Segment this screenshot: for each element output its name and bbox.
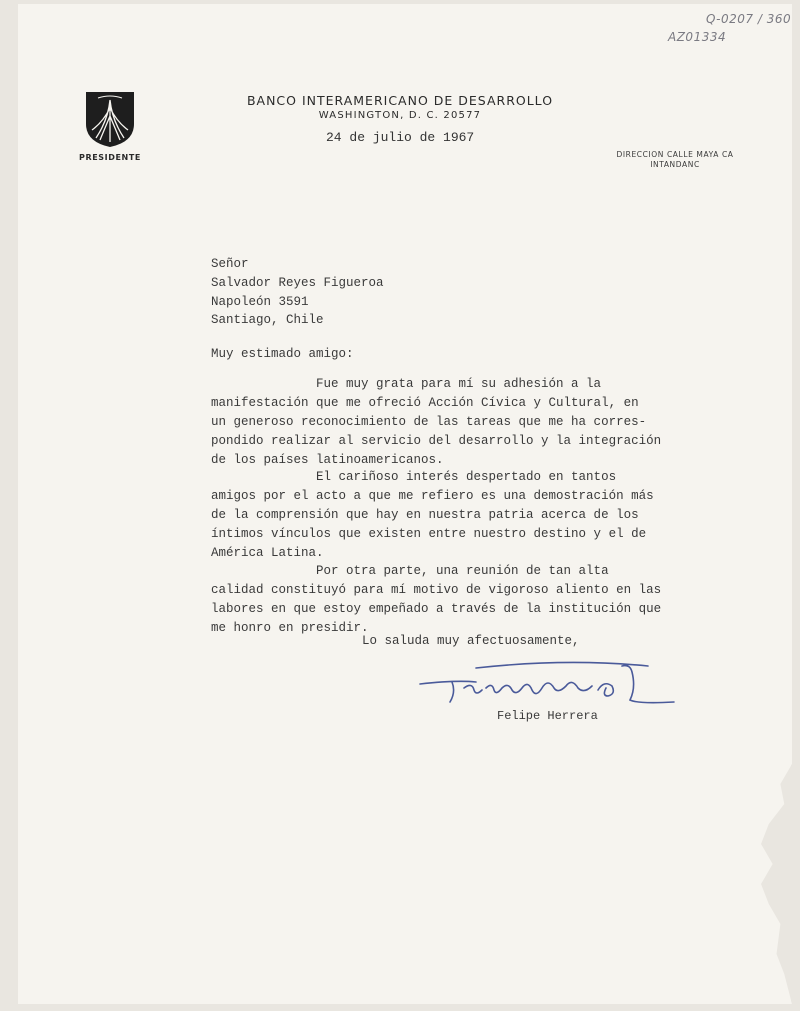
letter-date: 24 de julio de 1967 bbox=[326, 130, 475, 145]
handwritten-signature bbox=[416, 660, 678, 710]
body-paragraph-1: Fue muy grata para mí su adhesión a la manifestación que me ofreció Acción Cívica y Cultural, en un generoso reconocimiento de las tareas que me ha corres- pondido realizar al servicio del desarrollo y la integración de los países latinoamericanos. bbox=[211, 377, 662, 467]
recipient-city: Santiago, Chile bbox=[211, 313, 324, 327]
body-paragraph-2: El cariñoso interés despertado en tantos amigos por el acto a que me refiero es una demostración más de la comprensión que hay en nuestra patria acerca de los íntimos vínculos que existen entre nuestro destino y el de América Latina. bbox=[211, 470, 654, 560]
body-paragraph-3: Por otra parte, una reunión de tan alta calidad constituyó para mí motivo de vigoroso aliento en las labores en que estoy empeñado a través de la institución que me honro en presidir. bbox=[211, 564, 662, 635]
department-line-2: INTANDANC bbox=[650, 160, 700, 169]
greeting: Muy estimado amigo: bbox=[211, 347, 354, 361]
archive-reference-bottom: AZ01334 bbox=[668, 30, 727, 44]
archive-reference-top: Q-0207 / 360 bbox=[706, 12, 792, 26]
bank-emblem-icon bbox=[84, 90, 136, 148]
recipient-salutation: Señor bbox=[211, 257, 249, 271]
closing-line: Lo saluda muy afectuosamente, bbox=[362, 634, 580, 648]
president-label: PRESIDENTE bbox=[79, 153, 141, 162]
recipient-name: Salvador Reyes Figueroa bbox=[211, 276, 384, 290]
bank-address: WASHINGTON, D. C. 20577 bbox=[318, 110, 482, 121]
signer-name: Felipe Herrera bbox=[497, 709, 598, 723]
recipient-street: Napoleón 3591 bbox=[211, 295, 309, 309]
department-line-1: DIRECCION CALLE MAYA CA bbox=[616, 150, 734, 159]
bank-name: BANCO INTERAMERICANO DE DESARROLLO bbox=[246, 93, 554, 108]
